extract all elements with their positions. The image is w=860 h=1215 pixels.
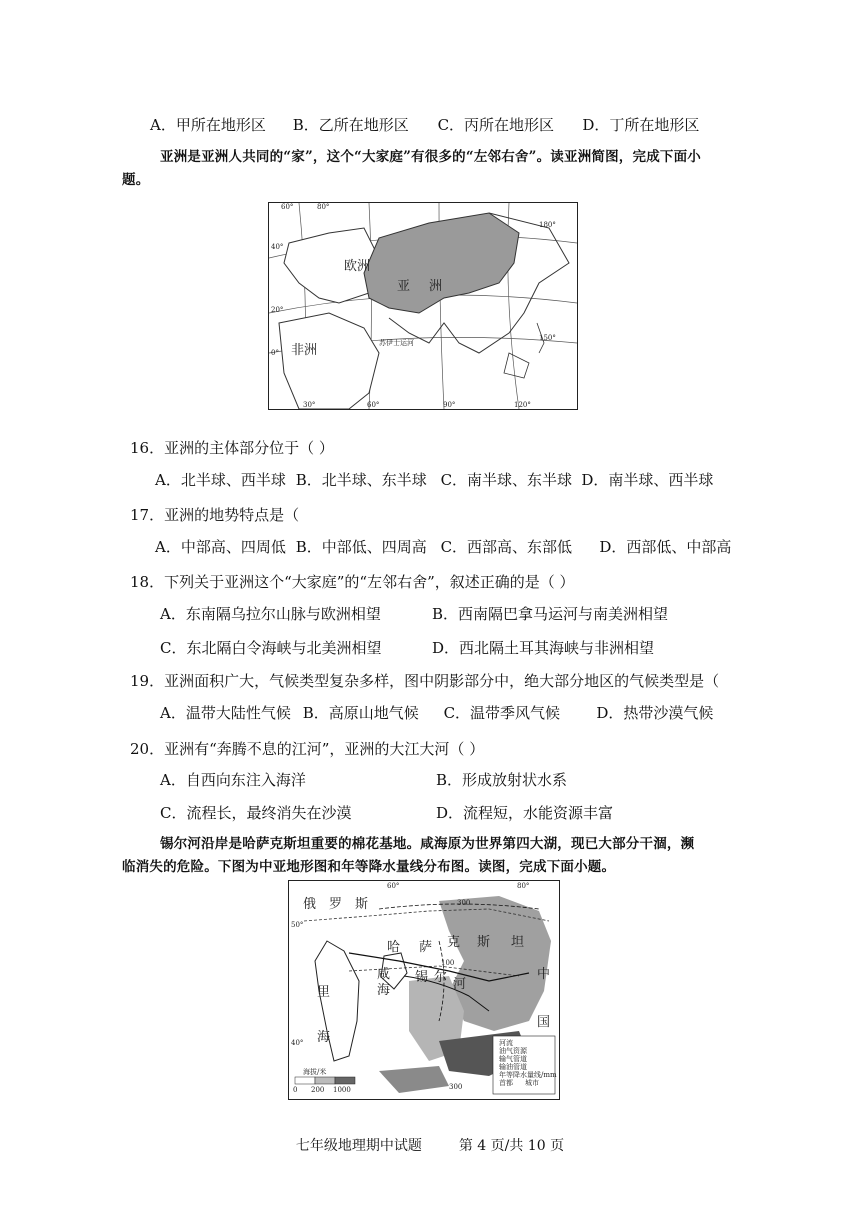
legend-title: 海拔/米	[303, 1068, 327, 1076]
q17-option-a: A．中部高、四周低	[155, 538, 286, 556]
q19-option-d: D．热带沙漠气候	[596, 704, 714, 722]
lon-label-top-80: 80°	[317, 203, 330, 211]
q20-option-d: D．流程短，水能资源丰富	[436, 804, 614, 822]
intro1-line2: 题。	[122, 172, 150, 188]
label-ke: 克	[447, 935, 461, 950]
lat-label-40: 40°	[291, 1039, 304, 1047]
q17-option-c: C．西部高、东部低	[440, 538, 573, 556]
key-oil-pipeline: 输油管道	[499, 1063, 527, 1071]
key-isohyet: 年等降水量线/mm	[499, 1071, 557, 1079]
page-footer	[0, 1135, 860, 1155]
q19-stem: 19．亚洲面积广大，气候类型复杂多样，图中阴影部分中，绝大部分地区的气候类型是（	[130, 672, 720, 690]
intro1-line1: 亚洲是亚洲人共同的“家”，这个“大家庭”有很多的“左邻右舍”。读亚洲简图，完成下面小	[160, 149, 701, 165]
lat-label-50: 50°	[291, 921, 304, 929]
isohyet-300-top: 300	[457, 899, 471, 907]
asia-map-graphic	[269, 203, 577, 409]
q17-option-b: B．中部低、四周高	[295, 538, 427, 556]
q20-option-a: A．自西向东注入海洋	[160, 771, 306, 789]
q15-option-b: B．乙所在地形区	[292, 116, 409, 134]
q17-option-d: D．西部低、中部高	[599, 538, 732, 556]
q18-stem: 18．下列关于亚洲这个“大家庭”的“左邻右舍”，叙述正确的是（ ）	[130, 573, 575, 591]
key-oil-gas: 油气资源	[499, 1047, 527, 1055]
lon-label-80: 80°	[517, 882, 530, 890]
q15-options	[150, 115, 699, 135]
key-river: 河流	[499, 1039, 513, 1047]
footer-page: 第 4 页/共 10 页	[458, 1138, 565, 1154]
lat-label-20: 20°	[271, 306, 284, 314]
lat-label-40: 40°	[271, 243, 284, 251]
lon-label-90: 90°	[443, 401, 456, 409]
lon-label-180: 180°	[539, 221, 556, 229]
q17-options	[155, 537, 731, 557]
label-e: 俄	[303, 897, 317, 912]
label-luo: 罗	[329, 897, 343, 912]
q16-option-a: A．北半球、西半球	[155, 471, 286, 489]
asia-map	[268, 202, 578, 410]
q19-option-a: A．温带大陆性气候	[160, 704, 291, 722]
central-asia-map	[288, 880, 560, 1100]
lat-label-0: 0°	[271, 349, 279, 357]
lon-label-150: 150°	[539, 334, 556, 342]
q19-option-b: B．高原山地气候	[302, 704, 419, 722]
q16-option-c: C．南半球、东半球	[440, 471, 573, 489]
label-guo: 国	[537, 1015, 551, 1030]
q20-option-c: C．流程长，最终消失在沙漠	[160, 804, 352, 822]
q15-option-d: D．丁所在地形区	[582, 116, 700, 134]
key-city: 城市	[525, 1079, 539, 1087]
isohyet-300-bottom: 300	[449, 1083, 463, 1091]
label-asia-1: 亚	[397, 279, 411, 294]
q18-option-a: A．东南隔乌拉尔山脉与欧洲相望	[160, 605, 381, 623]
label-zhong: 中	[537, 967, 551, 982]
q16-option-d: D．南半球、西半球	[581, 471, 714, 489]
q20-stem: 20．亚洲有“奔腾不息的江河”，亚洲的大江大河（ ）	[130, 740, 485, 758]
q19-option-c: C．温带季风气候	[443, 704, 561, 722]
label-xi: 锡	[415, 970, 429, 985]
q16-option-b: B．北半球、东半球	[295, 471, 427, 489]
label-suez-canal: 苏伊士运河	[379, 339, 414, 347]
label-asia-2: 洲	[429, 279, 443, 294]
label-si: 斯	[355, 897, 369, 912]
lon-label-120: 120°	[514, 401, 531, 409]
q18-option-b: B．西南隔巴拿马运河与南美洲相望	[432, 605, 669, 623]
label-europe: 欧洲	[344, 259, 371, 274]
q16-options	[155, 470, 713, 490]
lon-label-60: 60°	[387, 882, 400, 890]
lon-label-60: 60°	[367, 401, 380, 409]
q20-option-b: B．形成放射状水系	[436, 771, 568, 789]
q15-option-a: A．甲所在地形区	[150, 116, 266, 134]
q16-stem: 16．亚洲的主体部分位于（ ）	[130, 439, 334, 457]
label-er: 尔	[434, 970, 448, 985]
lon-label-30: 30°	[303, 401, 316, 409]
intro2-line2: 临消失的危险。下图为中亚地形图和年等降水量线分布图。读图，完成下面小题。	[122, 859, 616, 875]
label-tan: 坦	[511, 935, 525, 950]
label-si2: 斯	[477, 935, 491, 950]
q18-option-c: C．东北隔白令海峡与北美洲相望	[160, 639, 382, 657]
lon-label-top-60: 60°	[281, 203, 294, 211]
intro2-line1: 锡尔河沿岸是哈萨克斯坦重要的棉花基地。咸海原为世界第四大湖，现已大部分干涸，濒	[160, 836, 695, 852]
legend-scale-200: 200	[311, 1086, 325, 1094]
q18-option-d: D．西北隔土耳其海峡与非洲相望	[432, 639, 655, 657]
key-capital: 首都	[499, 1079, 513, 1087]
label-he: 河	[453, 977, 467, 992]
key-gas-pipeline: 输气管道	[499, 1055, 527, 1063]
label-sa: 萨	[419, 940, 433, 955]
isohyet-100: 100	[441, 959, 455, 967]
q15-option-c: C．丙所在地形区	[437, 116, 555, 134]
legend-scale-0: 0	[293, 1086, 298, 1094]
legend-scale-1000: 1000	[333, 1086, 351, 1094]
label-xian: 咸	[377, 967, 391, 982]
label-li: 里	[317, 985, 331, 1000]
q17-stem: 17．亚洲的地势特点是（	[130, 506, 300, 524]
label-hai2: 海	[377, 983, 391, 998]
footer-title: 七年级地理期中试题	[295, 1138, 422, 1154]
label-hai: 海	[317, 1030, 331, 1045]
q19-options	[160, 703, 713, 723]
label-ha: 哈	[387, 940, 401, 955]
label-africa: 非洲	[291, 343, 318, 358]
